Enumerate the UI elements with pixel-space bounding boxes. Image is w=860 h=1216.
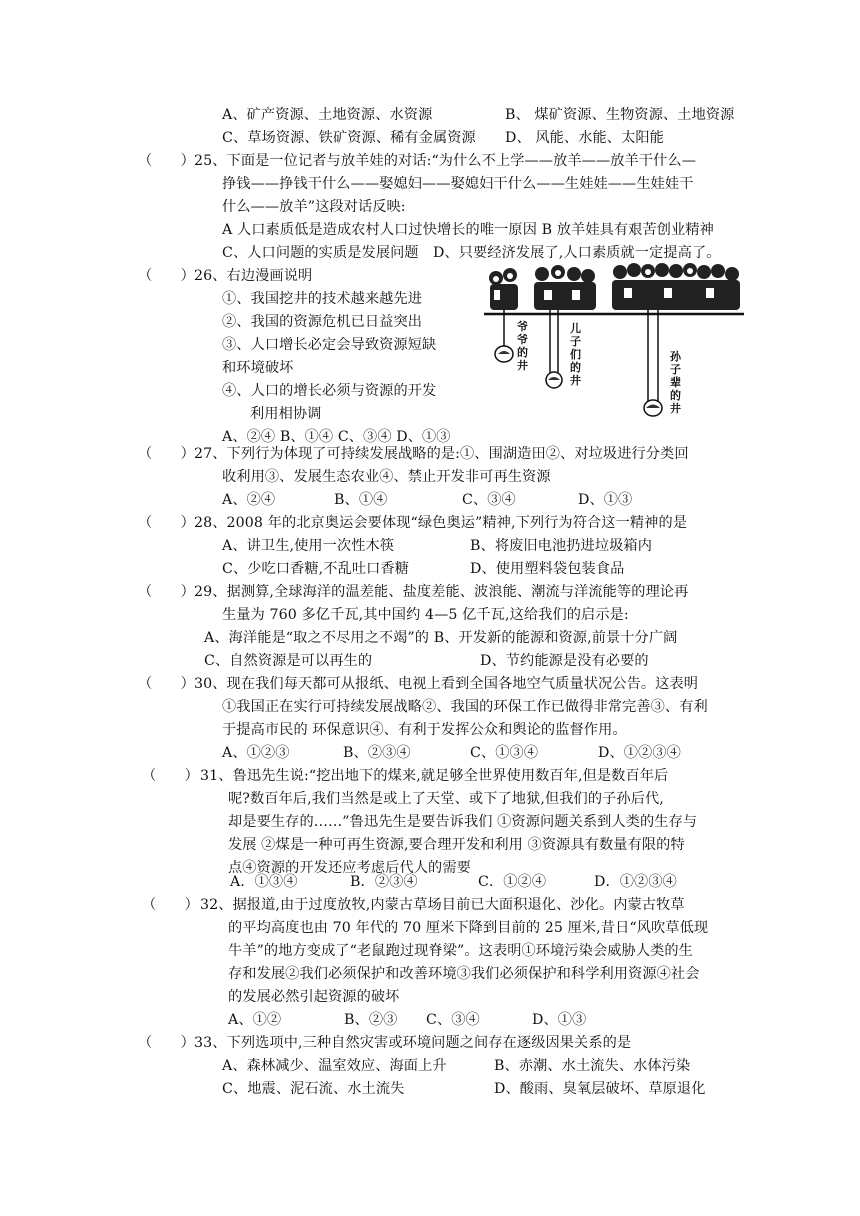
q26-item-4: ④、人口的增长必须与资源的开发 <box>222 383 437 399</box>
q31-option-a: A．①③④ <box>230 874 298 890</box>
answer-blank-33: （ ） <box>138 1035 195 1051</box>
q26-item-3: ③、人口增长必定会导致资源短缺 <box>222 337 437 353</box>
q24-option-c: C、草场资源、铁矿资源、稀有金属资源 <box>222 130 476 146</box>
q30-stem-1: 30、现在我们每天都可从报纸、电视上看到全国各地空气质量状况公告。这表明 <box>194 676 699 692</box>
answer-blank-30: （ ） <box>138 676 195 692</box>
answer-blank-27: （ ） <box>138 446 195 462</box>
q33-stem: 33、下列选项中,三种自然灾害或环境问题之间存在逐级因果关系的是 <box>194 1035 632 1051</box>
svg-text:们: 们 <box>570 348 581 361</box>
q28-option-d: D、使用塑料袋包装食品 <box>470 561 625 577</box>
q25-options-ab: A 人口素质低是造成农村人口过快增长的唯一原因 B 放羊娃具有艰苦创业精神 <box>222 222 714 238</box>
q27-option-d: D、①③ <box>578 492 633 508</box>
svg-text:的: 的 <box>670 389 681 402</box>
q33-option-d: D、酸雨、臭氧层破坏、草原退化 <box>494 1081 706 1097</box>
svg-text:孙: 孙 <box>670 350 681 363</box>
q31-stem-5: 点④资源的开发还应考虑后代人的需要 <box>228 860 471 876</box>
q31-stem-1: 31、鲁迅先生说:“挖出地下的煤来,就足够全世界使用数百年,但是数百年后 <box>200 768 669 784</box>
q27-stem-2: 收利用③、发展生态农业④、禁止开发非可再生资源 <box>222 469 551 485</box>
svg-text:井: 井 <box>517 359 528 372</box>
q33-option-b: B、赤潮、水土流失、水体污染 <box>494 1058 691 1074</box>
q32-option-b: B、②③ <box>344 1012 398 1028</box>
q27-option-b: B、①④ <box>334 492 388 508</box>
q24-option-d: D、 风能、水能、太阳能 <box>505 130 664 146</box>
q31-option-b: B．②③④ <box>350 874 418 890</box>
grandson-well-label <box>670 349 682 415</box>
q32-option-a: A、①② <box>228 1012 282 1028</box>
q30-option-d: D、①②③④ <box>598 745 681 761</box>
q32-option-d: D、①③ <box>532 1012 587 1028</box>
answer-blank-32: （ ） <box>142 897 199 913</box>
wells-cartoon <box>484 262 744 424</box>
q31-stem-3: 却是要生存的……”鲁迅先生是要告诉我们 ①资源问题关系到人类的生存与 <box>228 814 698 830</box>
q30-option-c: C、①③④ <box>470 745 539 761</box>
q28-option-c: C、少吃口香糖,不乱吐口香糖 <box>222 561 410 577</box>
q28-option-a: A、讲卫生,使用一次性木筷 <box>222 538 395 554</box>
q29-stem-2: 生量为 760 多亿千瓦,其中国约 4—5 亿千瓦,这给我们的启示是: <box>222 607 629 623</box>
q30-option-b: B、②③④ <box>343 745 411 761</box>
q24-option-a: A、矿产资源、土地资源、水资源 <box>222 107 433 123</box>
q32-stem-2: 的平均高度也由 70 年代的 70 厘米下降到目前的 25 厘米,昔日“风吹草低现 <box>228 920 709 936</box>
svg-text:井: 井 <box>570 374 581 387</box>
q31-stem-4: 发展 ②煤是一种可再生资源,要合理开发和利用 ③资源具有数量有限的特 <box>228 837 685 853</box>
q32-option-c: C、③④ <box>426 1012 480 1028</box>
svg-text:儿: 儿 <box>570 322 581 335</box>
q32-stem-5: 的发展必然引起资源的破坏 <box>228 989 400 1005</box>
q26-options: A、②④ B、①④ C、③④ D、①③ <box>222 429 451 445</box>
svg-text:爷: 爷 <box>517 320 528 333</box>
q33-option-c: C、地震、泥石流、水土流失 <box>222 1081 405 1097</box>
son-well-label <box>570 321 581 387</box>
svg-text:爷: 爷 <box>517 333 528 346</box>
q28-stem: 28、2008 年的北京奥运会要体现“绿色奥运”精神,下列行为符合这一精神的是 <box>194 515 688 531</box>
q29-stem-1: 29、据测算,全球海洋的温差能、盐度差能、波浪能、潮流与洋流能等的理论再 <box>194 584 689 600</box>
q26-item-2: ②、我国的资源危机已日益突出 <box>222 314 423 330</box>
q27-option-c: C、③④ <box>462 492 516 508</box>
q30-option-a: A、①②③ <box>222 745 290 761</box>
svg-text:子: 子 <box>570 335 581 348</box>
q24-option-b: B、 煤矿资源、生物资源、土地资源 <box>505 107 735 123</box>
q32-stem-3: 牛羊”的地方变成了“老鼠跑过现脊梁”。这表明①环境污染会威胁人类的生 <box>228 943 693 959</box>
q33-option-a: A、森林减少、温室效应、海面上升 <box>222 1058 447 1074</box>
q30-stem-3: 于提高市民的 环保意识④、有利于发挥公众和舆论的监督作用。 <box>222 722 627 738</box>
answer-blank-25: （ ） <box>138 153 195 169</box>
q31-option-d: D．①②③④ <box>594 874 677 890</box>
q31-option-c: C．①②④ <box>478 874 547 890</box>
q30-stem-2: ①我国正在实行可持续发展战略②、我国的环保工作已做得非常完善③、有利 <box>222 699 708 715</box>
q25-stem-3: 什么——放羊”这段对话反映: <box>222 199 406 215</box>
answer-blank-28: （ ） <box>138 515 195 531</box>
q29-option-c: C、自然资源是可以再生的 <box>204 653 373 669</box>
q26-item-1: ①、我国挖井的技术越来越先进 <box>222 291 423 307</box>
wells-cartoon-drawing <box>484 262 744 424</box>
svg-text:子: 子 <box>670 363 681 376</box>
q26-item-3-cont: 和环境破坏 <box>222 360 294 376</box>
answer-blank-26: （ ） <box>138 268 195 284</box>
q27-option-a: A、②④ <box>222 492 276 508</box>
q28-option-b: B、将废旧电池扔进垃圾箱内 <box>470 538 652 554</box>
q26-item-4-cont: 利用相协调 <box>250 406 322 422</box>
answer-blank-29: （ ） <box>138 584 195 600</box>
q26-stem: 26、右边漫画说明 <box>194 268 313 284</box>
answer-blank-31: （ ） <box>142 768 199 784</box>
svg-text:辈: 辈 <box>670 376 681 389</box>
q32-stem-1: 32、据报道,由于过度放牧,内蒙古草场目前已大面积退化、沙化。内蒙古牧草 <box>200 897 685 913</box>
q25-options-cd: C、人口问题的实质是发展问题 D、只要经济发展了,人口素质就一定提高了。 <box>222 245 721 261</box>
grandpa-well-label <box>516 319 528 372</box>
q31-stem-2: 呢?数百年后,我们当然是或上了天堂、或下了地狱,但我们的子孙后代, <box>228 791 664 807</box>
q29-options-ab: A、海洋能是“取之不尽用之不竭”的 B、开发新的能源和资源,前景十分广阔 <box>204 630 678 646</box>
q27-stem-1: 27、下列行为体现了可持续发展战略的是:①、围湖造田②、对垃圾进行分类回 <box>194 446 689 462</box>
svg-text:的: 的 <box>570 361 581 374</box>
svg-text:的: 的 <box>517 346 528 359</box>
q32-stem-4: 存和发展②我们必须保护和改善环境③我们必须保护和科学利用资源④社会 <box>228 966 700 982</box>
q29-option-d: D、节约能源是没有必要的 <box>480 653 649 669</box>
q25-stem-2: 挣钱——挣钱干什么——娶媳妇——娶媳妇干什么——生娃娃——生娃娃干 <box>222 176 694 192</box>
q25-stem-1: 25、下面是一位记者与放羊娃的对话:“为什么不上学——放羊——放羊干什么— <box>194 153 696 169</box>
svg-text:井: 井 <box>670 402 681 415</box>
